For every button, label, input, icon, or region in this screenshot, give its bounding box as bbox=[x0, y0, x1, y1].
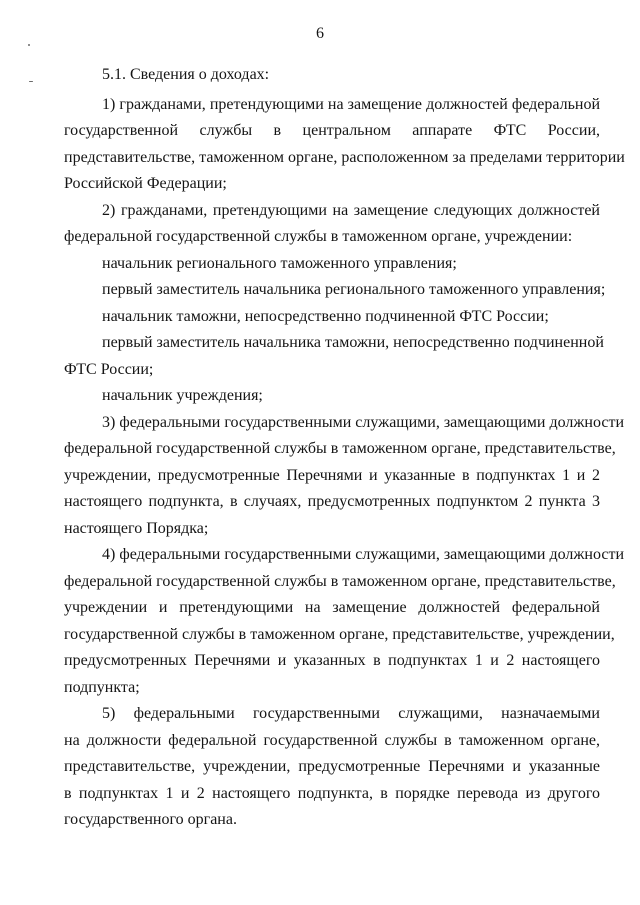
position-item bbox=[64, 330, 604, 383]
text-line: ФТС России; bbox=[64, 360, 154, 378]
text-line: настоящего подпункта, в случаях, предусмотренных подпунктом 2 пункта 3 bbox=[64, 493, 600, 510]
text-line: государственной службы в таможенном органе, представительстве, учреждении, bbox=[64, 625, 615, 643]
text-line: Российской Федерации; bbox=[64, 175, 227, 192]
text-line: начальник таможни, непосредственно подчиненной ФТС России; bbox=[102, 307, 549, 325]
text-line: первый заместитель начальника таможни, непосредственно подчиненной bbox=[102, 334, 604, 351]
text-line: федеральной государственной службы в таможенном органе, представительстве, bbox=[64, 440, 616, 457]
page-number: 6 bbox=[316, 25, 324, 42]
text-line: представительстве, учреждении, предусмотренные Перечнями и указанные bbox=[64, 758, 600, 775]
position-item bbox=[64, 304, 600, 331]
paragraph-item-5 bbox=[64, 701, 600, 834]
text-line: государственной службы в центральном аппарате ФТС России, bbox=[64, 122, 600, 139]
text-line: начальник учреждения; bbox=[102, 387, 263, 404]
text-line: 5) федеральными государственными служащими, назначаемыми bbox=[102, 705, 600, 722]
text-line: на должности федеральной государственной службы в таможенном органе, bbox=[64, 731, 600, 749]
text-line: федеральной государственной службы в таможенном органе, учреждении: bbox=[64, 228, 573, 245]
text-line: первый заместитель начальника регионального таможенного управления; bbox=[102, 281, 606, 298]
paragraph-item-4 bbox=[64, 542, 625, 701]
text-line: в подпунктах 1 и 2 настоящего подпункта, в порядке перевода из другого bbox=[64, 784, 600, 802]
text-line: 2) гражданами, претендующими на замещение следующих должностей bbox=[102, 201, 600, 219]
text-line: федеральной государственной службы в таможенном органе, представительстве, bbox=[64, 572, 616, 590]
scan-speck bbox=[28, 44, 30, 46]
text-line: учреждении, предусмотренные Перечнями и указанные в подпунктах 1 и 2 bbox=[64, 466, 600, 484]
text-line: представительстве, таможенном органе, расположенном за пределами территории bbox=[64, 148, 625, 166]
text-line: настоящего Порядка; bbox=[64, 519, 209, 537]
paragraph-item-2 bbox=[64, 198, 600, 251]
position-item bbox=[64, 383, 600, 410]
text-line: государственного органа. bbox=[64, 811, 237, 828]
text-line: подпункта; bbox=[64, 678, 140, 696]
text-line: 4) федеральными государственными служащими, замещающими должности bbox=[102, 546, 625, 563]
text-line: 1) гражданами, претендующими на замещение должностей федеральной bbox=[102, 95, 600, 113]
document-body bbox=[64, 62, 625, 834]
paragraph-item-3 bbox=[64, 410, 625, 543]
text-line: предусмотренных Перечнями и указанных в подпунктах 1 и 2 настоящего bbox=[64, 652, 600, 669]
position-item bbox=[64, 277, 606, 304]
paragraph-item-1 bbox=[64, 92, 625, 198]
text-line: учреждении и претендующими на замещение должностей федеральной bbox=[64, 599, 600, 616]
scan-speck bbox=[29, 81, 33, 82]
text-line: начальник регионального таможенного управления; bbox=[102, 254, 457, 272]
section-heading: 5.1. Сведения о доходах: bbox=[102, 66, 270, 83]
text-line: 3) федеральными государственными служащими, замещающими должности bbox=[102, 413, 625, 431]
position-item bbox=[64, 251, 600, 278]
